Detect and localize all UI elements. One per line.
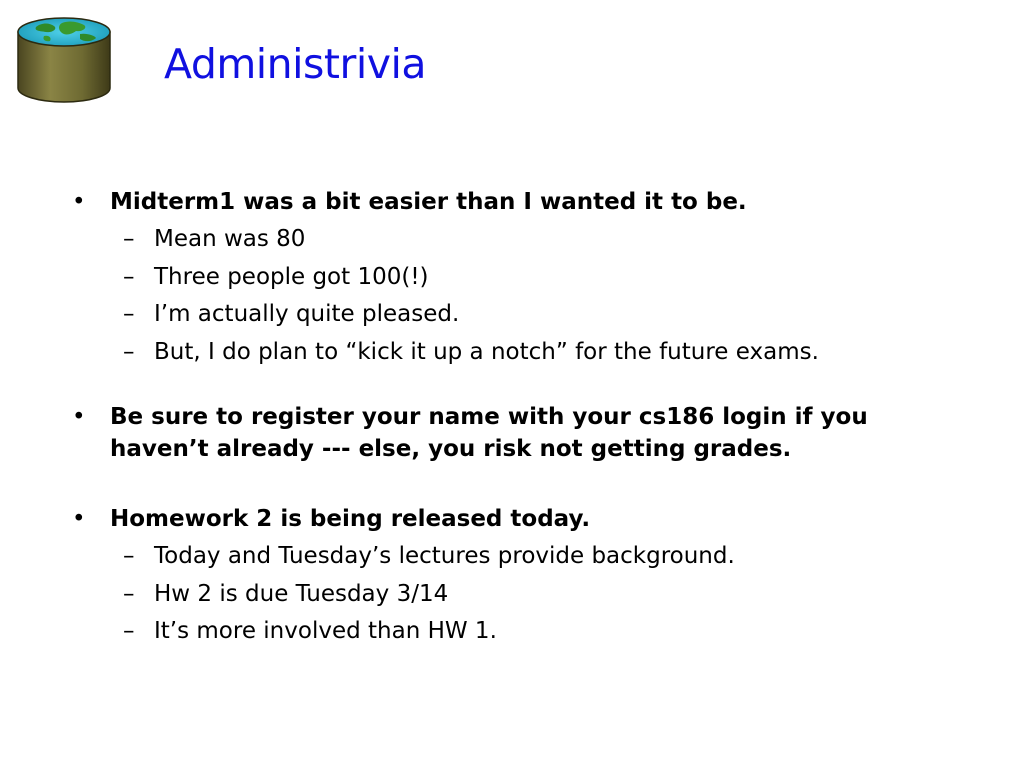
- sub-bullet-item: – Three people got 100(!): [123, 263, 429, 290]
- bullet-group: [70, 503, 970, 651]
- sub-bullet-text: It’s more involved than HW 1.: [154, 618, 497, 644]
- sub-bullet-text: Hw 2 is due Tuesday 3/14: [154, 580, 449, 607]
- bullet-group: [70, 401, 970, 465]
- bullet-item: [70, 503, 970, 535]
- sub-bullet-item: – Today and Tuesday’s lectures provide background.: [123, 543, 735, 569]
- sub-bullet-item: – Hw 2 is due Tuesday 3/14: [123, 580, 449, 607]
- bullet-dot: •: [72, 404, 86, 430]
- bullet-item: [70, 186, 970, 218]
- bullet-group: [70, 186, 970, 371]
- bullet-text: Midterm1 was a bit easier than I wanted it to be.: [110, 189, 747, 215]
- bullet-item: [70, 401, 970, 465]
- sub-bullet-list: [70, 538, 970, 651]
- sub-bullet-list: [70, 221, 970, 371]
- sub-bullet-item: – I’m actually quite pleased.: [123, 301, 460, 327]
- sub-bullet-text: But, I do plan to “kick it up a notch” for the future exams.: [154, 338, 819, 365]
- sub-bullet-text: Today and Tuesday’s lectures provide background.: [154, 543, 735, 569]
- sub-bullet-text: Three people got 100(!): [154, 263, 429, 290]
- sub-bullet-item: – It’s more involved than HW 1.: [123, 618, 497, 644]
- globe-cylinder-icon: [14, 14, 114, 106]
- bullet-text: Homework 2 is being released today.: [110, 506, 591, 532]
- bullet-text: Be sure to register your name with your cs186 login if you haven’t already --- else, you risk not getting grades.: [110, 404, 868, 462]
- bullet-dot: •: [72, 506, 86, 532]
- sub-bullet-item: – Mean was 80: [123, 226, 306, 252]
- bullet-dot: •: [72, 189, 86, 215]
- slide-title: Administrivia: [164, 40, 427, 88]
- sub-bullet-text: Mean was 80: [154, 226, 306, 252]
- sub-bullet-item: – But, I do plan to “kick it up a notch” for the future exams.: [123, 338, 819, 365]
- sub-bullet-text: I’m actually quite pleased.: [154, 301, 460, 327]
- slide-content: [70, 186, 970, 681]
